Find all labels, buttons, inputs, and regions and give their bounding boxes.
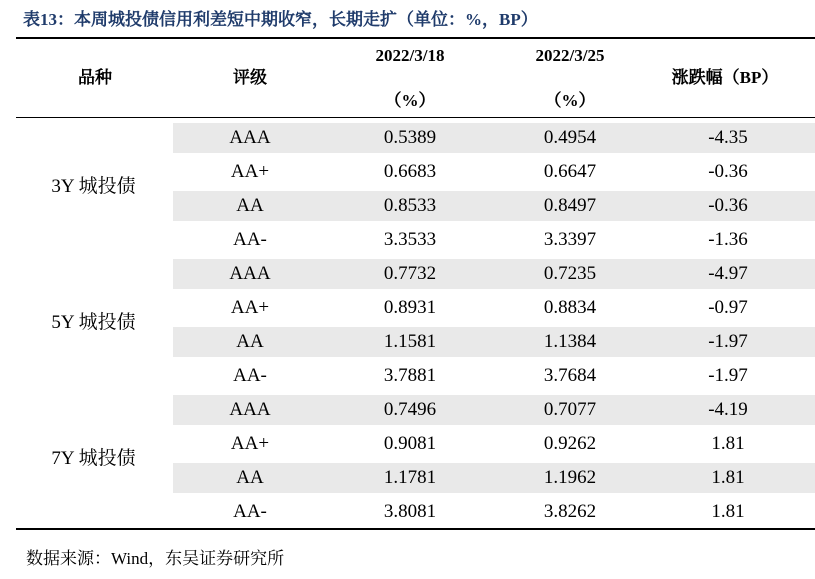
value-date-1-cell: 0.8533 bbox=[383, 195, 437, 216]
header-product: 品种 bbox=[78, 68, 112, 87]
value-date-1-cell: 0.7732 bbox=[383, 263, 437, 284]
value-date-2-cell: 1.1962 bbox=[543, 467, 597, 488]
rating-cell: AAA bbox=[229, 263, 271, 284]
change-cell: -1.97 bbox=[708, 331, 748, 352]
top-rule bbox=[16, 37, 815, 39]
value-date-2-cell: 3.7684 bbox=[543, 365, 597, 386]
value-date-2-cell: 0.8834 bbox=[543, 297, 597, 318]
header-rating: 评级 bbox=[233, 68, 267, 87]
value-date-2-cell: 1.1384 bbox=[543, 331, 597, 352]
rating-cell: AA- bbox=[233, 501, 267, 522]
table-row bbox=[16, 359, 815, 393]
value-date-1-cell: 0.7496 bbox=[383, 399, 437, 420]
header-change: 涨跌幅（BP） bbox=[671, 68, 779, 87]
source-note: 数据来源：Wind，东吴证券研究所 bbox=[26, 549, 285, 568]
group-label-3y: 3Y 城投债 bbox=[51, 176, 136, 197]
value-date-1-cell: 1.1781 bbox=[383, 467, 437, 488]
header-date-2: 2022/3/25 bbox=[535, 46, 605, 65]
header-date-1: 2022/3/18 bbox=[375, 46, 445, 65]
value-date-1-cell: 0.9081 bbox=[383, 433, 437, 454]
value-date-1-cell: 3.8081 bbox=[383, 501, 437, 522]
value-date-1-cell: 3.3533 bbox=[383, 229, 437, 250]
change-cell: 1.81 bbox=[711, 467, 745, 488]
rating-cell: AA+ bbox=[230, 433, 270, 454]
rating-cell: AA+ bbox=[230, 161, 270, 182]
bottom-rule bbox=[16, 528, 815, 530]
group-label-5y: 5Y 城投债 bbox=[51, 312, 136, 333]
change-cell: -4.97 bbox=[708, 263, 748, 284]
value-date-1-cell: 0.6683 bbox=[383, 161, 437, 182]
value-date-1-cell: 3.7881 bbox=[383, 365, 437, 386]
value-date-2-cell: 3.8262 bbox=[543, 501, 597, 522]
table-row bbox=[16, 257, 815, 291]
header-date-2-unit: （%） bbox=[544, 91, 596, 110]
header-rule bbox=[16, 117, 815, 118]
table-row bbox=[16, 495, 815, 529]
change-cell: 1.81 bbox=[711, 501, 745, 522]
value-date-2-cell: 3.3397 bbox=[543, 229, 597, 250]
value-date-2-cell: 0.6647 bbox=[543, 161, 597, 182]
value-date-1-cell: 0.8931 bbox=[383, 297, 437, 318]
group-label-7y: 7Y 城投债 bbox=[51, 448, 136, 469]
value-date-1-cell: 0.5389 bbox=[383, 127, 437, 148]
change-cell: -1.36 bbox=[708, 229, 748, 250]
rating-cell: AA bbox=[236, 331, 264, 352]
change-cell: -0.97 bbox=[708, 297, 748, 318]
rating-cell: AAA bbox=[229, 399, 271, 420]
value-date-2-cell: 0.9262 bbox=[543, 433, 597, 454]
rating-cell: AA- bbox=[233, 229, 267, 250]
change-cell: -4.19 bbox=[708, 399, 748, 420]
value-date-1-cell: 1.1581 bbox=[383, 331, 437, 352]
change-cell: -0.36 bbox=[708, 195, 748, 216]
value-date-2-cell: 0.7235 bbox=[543, 263, 597, 284]
header-date-1-unit: （%） bbox=[384, 91, 436, 110]
change-cell: -1.97 bbox=[708, 365, 748, 386]
change-cell: -0.36 bbox=[708, 161, 748, 182]
table-row bbox=[16, 393, 815, 427]
change-cell: -4.35 bbox=[708, 127, 748, 148]
rating-cell: AA bbox=[236, 195, 264, 216]
rating-cell: AA+ bbox=[230, 297, 270, 318]
value-date-2-cell: 0.8497 bbox=[543, 195, 597, 216]
table-title: 表13：本周城投债信用利差短中期收窄，长期走扩（单位：%，BP） bbox=[23, 10, 538, 29]
rating-cell: AA bbox=[236, 467, 264, 488]
rating-cell: AA- bbox=[233, 365, 267, 386]
rating-cell: AAA bbox=[229, 127, 271, 148]
change-cell: 1.81 bbox=[711, 433, 745, 454]
value-date-2-cell: 0.4954 bbox=[543, 127, 597, 148]
value-date-2-cell: 0.7077 bbox=[543, 399, 597, 420]
table-row bbox=[16, 223, 815, 257]
table-row bbox=[16, 121, 815, 155]
